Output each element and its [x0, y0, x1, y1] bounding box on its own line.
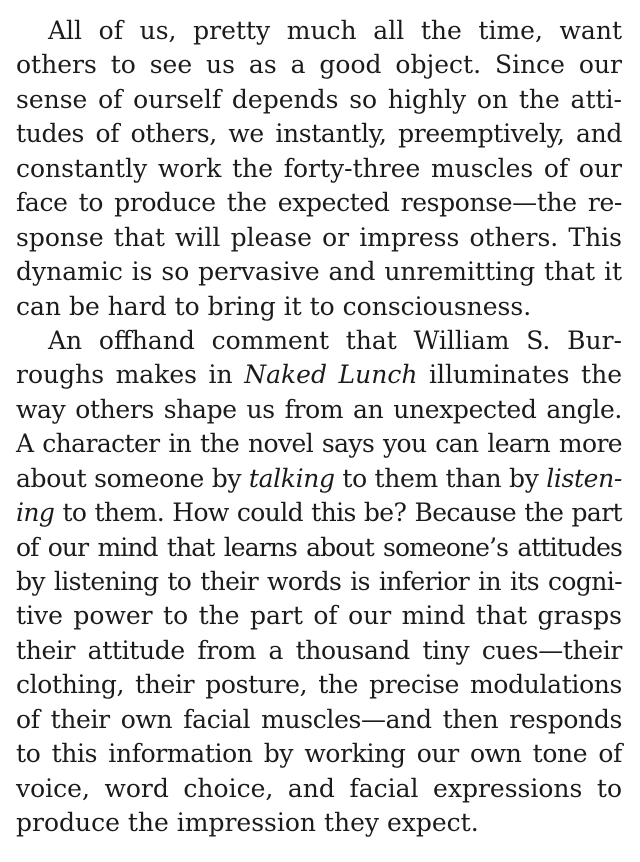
text-line: face to produce the expected response—the re-	[16, 188, 622, 218]
text-line: by listening to their words is inferior in its cogni-	[16, 567, 622, 596]
text-line: A character in the novel says you can learn more	[16, 429, 622, 459]
book-title-italic: Naked Lunch	[244, 360, 418, 390]
text-line: tudes of others, we instantly, preemptively, and	[16, 119, 622, 149]
text-line: constantly work the forty-three muscles of our	[16, 153, 622, 183]
text-line	[16, 462, 622, 496]
emphasis-listening-end: ing	[16, 498, 55, 528]
text-line	[16, 358, 622, 392]
text-line: clothing, their posture, the precise modulations	[16, 670, 622, 700]
text-line: dynamic is so pervasive and unremitting that it	[16, 257, 622, 287]
text-line: others to see us as a good object. Since our	[16, 50, 622, 80]
text-line: sponse that will please or impress others. This	[16, 222, 622, 252]
paragraph-naked-lunch	[16, 324, 622, 841]
text-line: of our mind that learns about someone’s attitudes	[16, 532, 622, 562]
text-line: their attitude from a thousand tiny cues—their	[16, 635, 622, 665]
text-line: of their own facial muscles—and then responds	[16, 704, 622, 734]
text-segment: about someone by	[16, 463, 249, 493]
book-page	[16, 14, 622, 841]
emphasis-listening: listen-	[546, 463, 622, 493]
text-line: produce the impression they expect.	[16, 808, 479, 838]
text-line: voice, word choice, and facial expressions to	[16, 773, 622, 803]
text-segment: to them than by	[334, 463, 547, 493]
text-line	[16, 496, 622, 530]
text-line: can be hard to bring it to consciousness.	[16, 291, 532, 321]
emphasis-talking: talking	[248, 463, 335, 493]
text-segment: roughs makes in	[16, 360, 245, 390]
text-segment: to them. How could this be? Because the part	[54, 498, 622, 528]
text-line: tive power to the part of our mind that grasps	[16, 601, 622, 631]
text-line: sense of ourself depends so highly on the atti-	[16, 84, 622, 114]
text-line: way others shape us from an unexpected angle.	[16, 394, 622, 424]
text-line: All of us, pretty much all the time, want	[48, 16, 622, 45]
text-segment: illuminates the	[417, 360, 622, 390]
text-line: An offhand comment that William S. Bur-	[48, 325, 622, 355]
text-line: to this information by working our own tone of	[16, 739, 622, 769]
paragraph-good-object	[16, 14, 622, 324]
